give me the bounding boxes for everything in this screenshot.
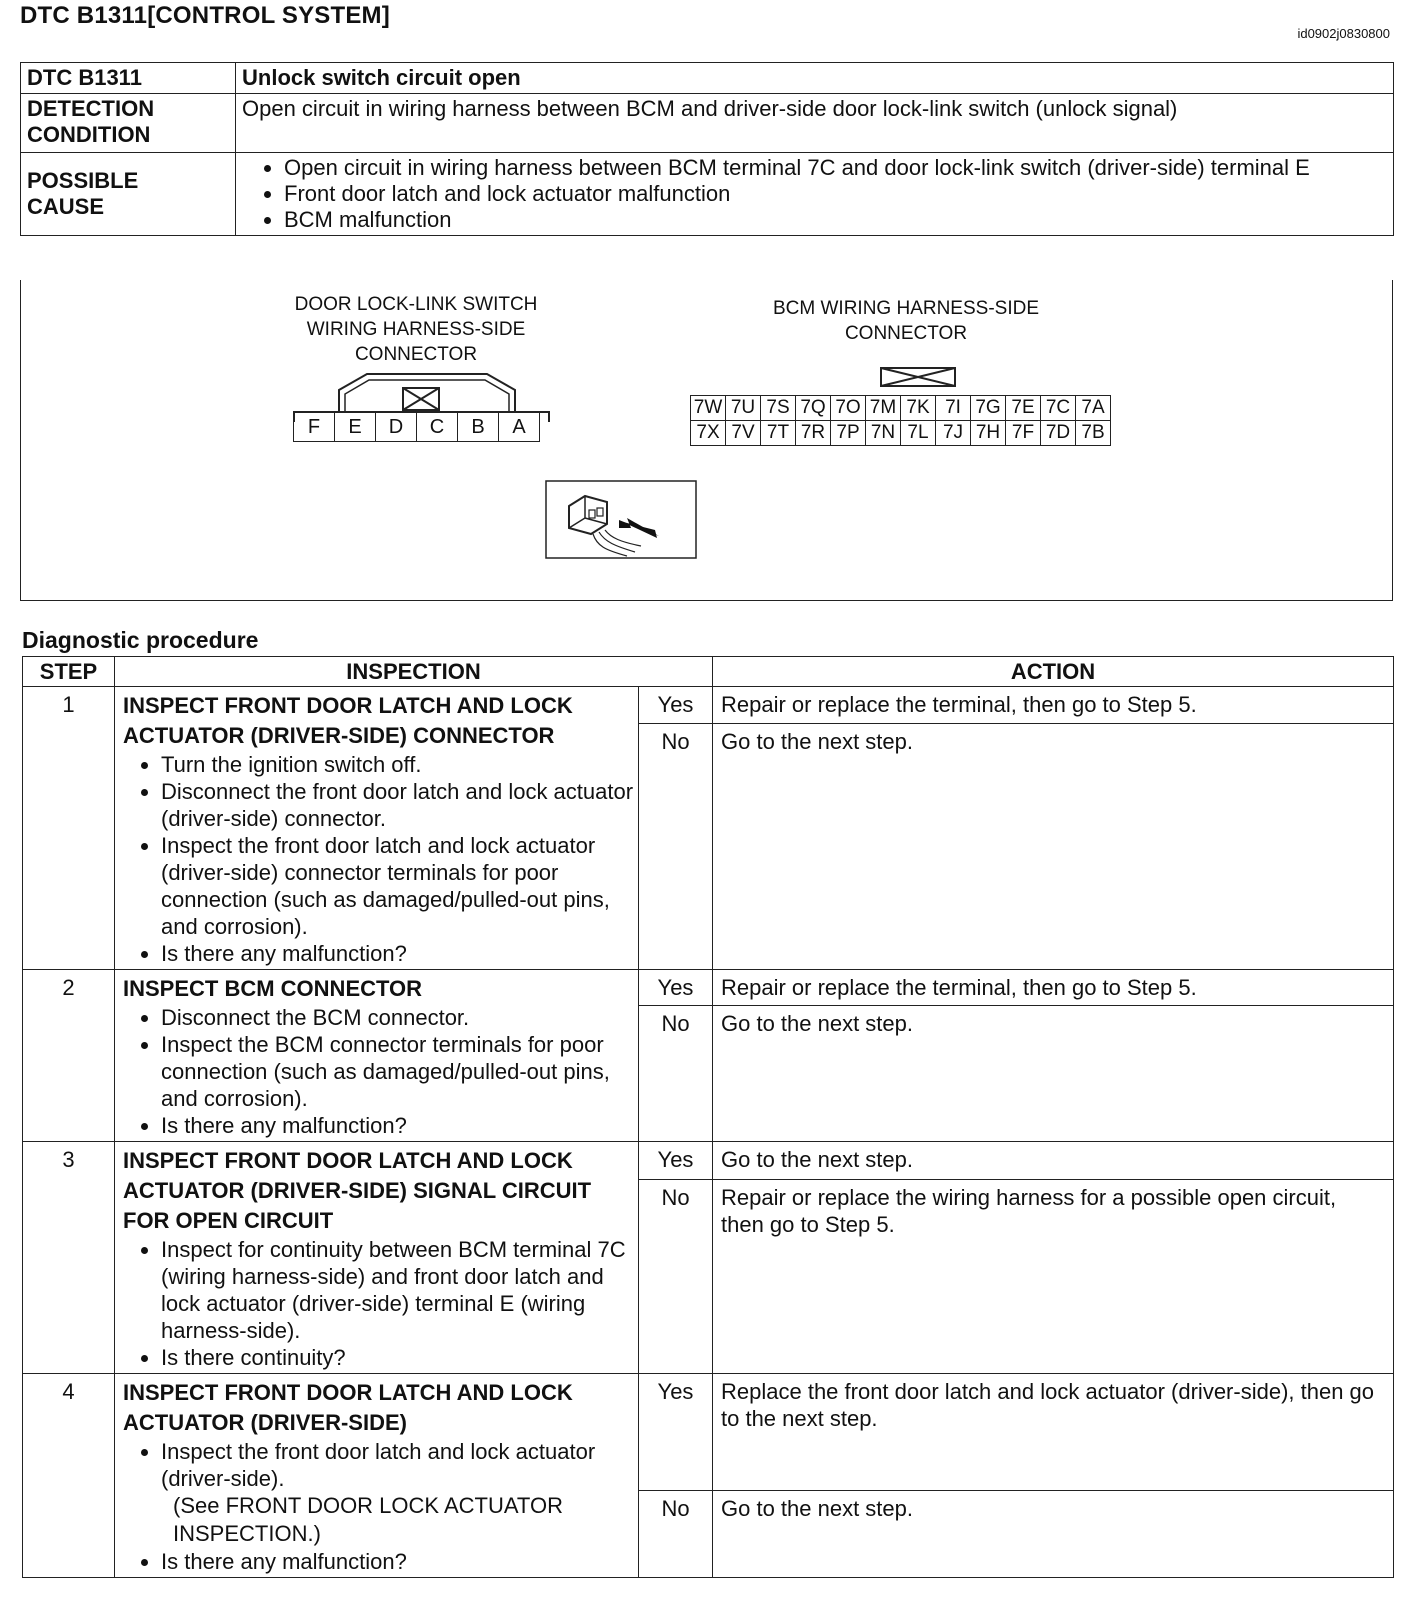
bcm-pin: 7Q (796, 396, 831, 421)
cause-label-line: CAUSE (27, 194, 105, 219)
dtc-code-description: Unlock switch circuit open (236, 63, 1394, 94)
bcm-pin: 7G (971, 396, 1006, 421)
switch-pin-row (293, 412, 540, 442)
procedure-header-row (23, 657, 1394, 687)
bcm-label-line: BCM WIRING HARNESS-SIDE (772, 298, 1040, 319)
step-bullet: • Turn the ignition switch off. (161, 751, 634, 778)
yes-action: Go to the next step. (713, 1142, 1394, 1180)
no-action: Repair or replace the wiring harness for a possible open circuit, then go to Step 5. (713, 1179, 1394, 1373)
bcm-pin: 7F (1006, 421, 1041, 446)
bcm-pin: 7U (726, 396, 761, 421)
connector-view-icon (545, 480, 697, 560)
bcm-pin: 7E (1006, 396, 1041, 421)
step-heading: ACTUATOR (DRIVER-SIDE) SIGNAL CIRCUIT (123, 1178, 592, 1203)
detection-label-line: DETECTION (27, 96, 155, 121)
bcm-pin: 7M (866, 396, 901, 421)
switch-pin: F (294, 413, 335, 442)
detection-label-line: CONDITION (27, 122, 151, 147)
step-inspection (115, 1142, 639, 1374)
dtc-code-row (21, 63, 1394, 94)
yes-label: Yes (639, 687, 713, 724)
bcm-connector-label (741, 296, 1071, 346)
detection-condition-label (21, 94, 236, 153)
bcm-pin: 7I (936, 396, 971, 421)
bcm-pin: 7O (831, 396, 866, 421)
detection-condition-row (21, 94, 1394, 153)
no-action: Go to the next step. (713, 1490, 1394, 1577)
bcm-pin: 7H (971, 421, 1006, 446)
bcm-pin: 7P (831, 421, 866, 446)
document-id: id0902j0830800 (1297, 26, 1390, 41)
step-number: 2 (23, 970, 115, 1142)
step-bullet: • Disconnect the BCM connector. (161, 1004, 634, 1031)
switch-label-line: WIRING HARNESS-SIDE (306, 319, 526, 340)
step-inspection (115, 1374, 639, 1578)
switch-label-line: CONNECTOR (354, 344, 478, 365)
step-heading: INSPECT FRONT DOOR LATCH AND LOCK (123, 693, 573, 718)
bcm-pin-row (691, 396, 1111, 421)
yes-label: Yes (639, 1142, 713, 1180)
bcm-pin: 7J (936, 421, 971, 446)
step-number: 3 (23, 1142, 115, 1374)
yes-label: Yes (639, 970, 713, 1006)
cause-item: • Front door latch and lock actuator malfunction (284, 181, 1333, 207)
bcm-pin-grid (690, 395, 1111, 446)
procedure-title: Diagnostic procedure (22, 627, 259, 653)
no-label: No (639, 1006, 713, 1142)
switch-pin: B (458, 413, 499, 442)
diagnostic-procedure-table (22, 656, 1394, 1578)
step-bullet: • Is there any malfunction? (161, 940, 634, 967)
dtc-info-table (20, 62, 1394, 236)
step-bullet: • Inspect for continuity between BCM terminal 7C (wiring harness-side) and front door latch and lock actuator (driver-side) terminal E (wiring harness-side). (161, 1236, 634, 1344)
procedure-step-row (23, 970, 1394, 1006)
bcm-pin-row (691, 421, 1111, 446)
bcm-pin: 7X (691, 421, 726, 446)
yes-action: Repair or replace the terminal, then go to Step 5. (713, 970, 1394, 1006)
step-bullet: • Disconnect the front door latch and lock actuator (driver-side) connector. (161, 778, 634, 832)
page-title: DTC B1311[CONTROL SYSTEM] (20, 2, 390, 29)
step-number: 1 (23, 687, 115, 970)
procedure-step-row (23, 1142, 1394, 1180)
possible-cause-row (21, 153, 1394, 236)
procedure-step-row (23, 1374, 1394, 1491)
no-label: No (639, 723, 713, 969)
bcm-pin: 7V (726, 421, 761, 446)
step-bullet: • Inspect the front door latch and lock actuator (driver-side) connector terminals for poor connection (such as damaged/pulled-out pins, and corrosion). (161, 832, 634, 940)
cause-item: • Open circuit in wiring harness between BCM terminal 7C and door lock-link switch (driver-side) terminal E (284, 155, 1333, 181)
no-label: No (639, 1179, 713, 1373)
detection-condition-text: Open circuit in wiring harness between BCM and driver-side door lock-link switch (unlock signal) (236, 94, 1394, 153)
dtc-code-label: DTC B1311 (21, 63, 236, 94)
bcm-pin: 7N (866, 421, 901, 446)
bcm-pin: 7S (761, 396, 796, 421)
step-heading: FOR OPEN CIRCUIT (123, 1208, 334, 1233)
step-inspection (115, 970, 639, 1142)
step-heading: INSPECT BCM CONNECTOR (123, 976, 423, 1001)
step-heading: ACTUATOR (DRIVER-SIDE) CONNECTOR (123, 723, 555, 748)
step-inspection (115, 687, 639, 970)
bcm-pin: 7K (901, 396, 936, 421)
bcm-label-line: CONNECTOR (844, 323, 968, 344)
step-bullet: • Inspect the front door latch and lock actuator (driver-side). (161, 1438, 634, 1492)
no-action: Go to the next step. (713, 1006, 1394, 1142)
bcm-pin: 7A (1076, 396, 1111, 421)
cause-label-line: POSSIBLE (27, 168, 139, 193)
switch-label-line: DOOR LOCK-LINK SWITCH (294, 294, 538, 315)
step-heading: INSPECT FRONT DOOR LATCH AND LOCK (123, 1148, 573, 1173)
bcm-pin: 7W (691, 396, 726, 421)
inspection-header: INSPECTION (115, 657, 713, 687)
bcm-pin: 7L (901, 421, 936, 446)
switch-pin: D (376, 413, 417, 442)
yes-action: Replace the front door latch and lock actuator (driver-side), then go to the next step. (713, 1374, 1394, 1491)
bcm-pin: 7R (796, 421, 831, 446)
yes-action: Repair or replace the terminal, then go to Step 5. (713, 687, 1394, 724)
bcm-latch-icon (879, 366, 959, 388)
bcm-pin: 7C (1041, 396, 1076, 421)
switch-pin: E (335, 413, 376, 442)
step-bullet: • Is there any malfunction? (161, 1112, 634, 1139)
no-action: Go to the next step. (713, 723, 1394, 969)
step-bullet: • Inspect the BCM connector terminals for poor connection (such as damaged/pulled-out pins, and corrosion). (161, 1031, 634, 1112)
bcm-pin: 7B (1076, 421, 1111, 446)
see-reference: (See FRONT DOOR LOCK ACTUATOR INSPECTION.) (173, 1493, 563, 1546)
bcm-pin: 7D (1041, 421, 1076, 446)
action-header: ACTION (713, 657, 1394, 687)
no-label: No (639, 1490, 713, 1577)
step-bullet: • Is there continuity? (161, 1344, 634, 1371)
switch-connector-label (261, 292, 571, 367)
switch-pin: C (417, 413, 458, 442)
step-heading: ACTUATOR (DRIVER-SIDE) (123, 1410, 407, 1435)
cause-item: • BCM malfunction (284, 207, 1333, 233)
step-bullet: • Is there any malfunction? (161, 1548, 634, 1575)
switch-pin: A (499, 413, 540, 442)
step-heading: INSPECT FRONT DOOR LATCH AND LOCK (123, 1380, 573, 1405)
possible-cause-label (21, 153, 236, 236)
possible-cause-list (236, 153, 1394, 236)
step-number: 4 (23, 1374, 115, 1578)
yes-label: Yes (639, 1374, 713, 1491)
step-header: STEP (23, 657, 115, 687)
procedure-step-row (23, 687, 1394, 724)
bcm-pin: 7T (761, 421, 796, 446)
